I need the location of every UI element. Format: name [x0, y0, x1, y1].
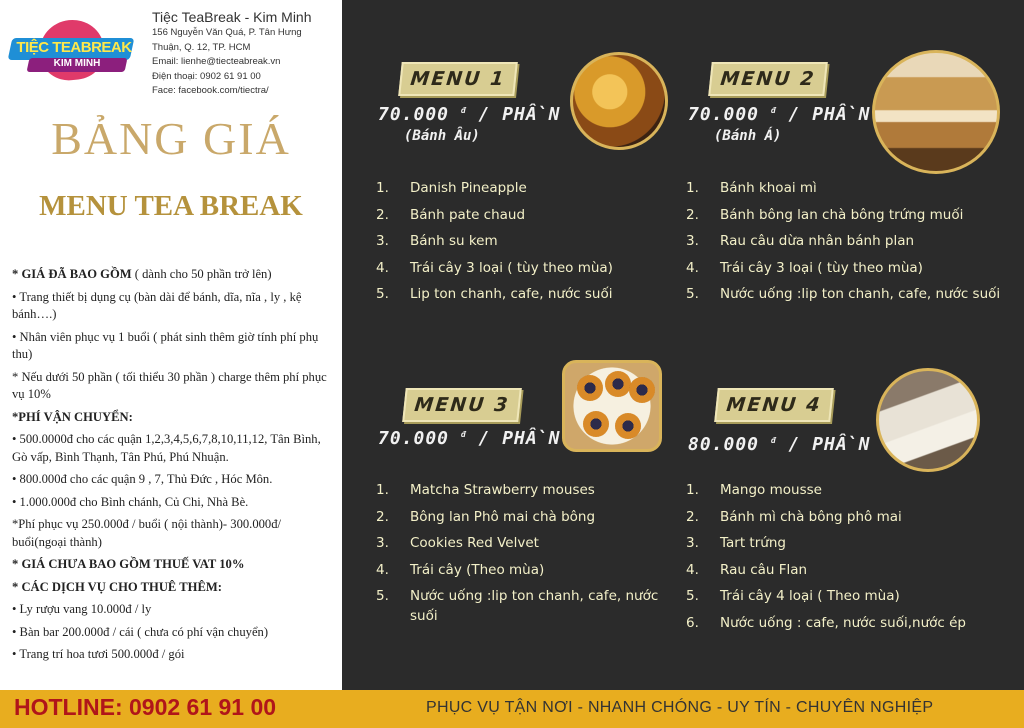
- pricing-note-line: [12, 494, 338, 512]
- menu-item-label: Mango mousse: [720, 482, 822, 498]
- menu-item-label: Trái cây 4 loại ( Theo mùa): [720, 588, 900, 604]
- menu-item-number: 5.: [686, 286, 699, 302]
- menu-3-label: MENU 3: [413, 394, 511, 416]
- pricing-note-text: • Trang thiết bị dụng cụ (bàn dài để bánh, dĩa, nĩa , ly , kệ bánh….): [12, 289, 302, 321]
- pricing-note-line: [12, 329, 338, 364]
- menu-1-pastry-photo: [570, 52, 668, 150]
- pricing-note-text: • Nhân viên phục vụ 1 buổi ( phát sinh thêm giờ tính phí phụ thu): [12, 329, 319, 361]
- tart-5: [615, 413, 641, 439]
- footer-bar: [0, 690, 1024, 728]
- pricing-notes: [12, 266, 338, 669]
- menu-item-label: Nước uống : cafe, nước suối,nước ép: [720, 614, 966, 631]
- menu-2-badge: [708, 62, 828, 96]
- pricing-note-text: • 500.0000đ cho các quận 1,2,3,4,5,6,7,8,10,11,12, Tân Bình, Gò vấp, Bình Thạnh, Tân Phú, Phú Nhuận.: [12, 432, 321, 464]
- menu-4-label: MENU 4: [725, 394, 823, 416]
- pricing-note-line: [12, 431, 338, 466]
- menu-2-unit: / PHẦN: [788, 104, 871, 125]
- page-title: BẢNG GIÁ: [51, 113, 291, 164]
- menu-3-price: [378, 428, 560, 449]
- pricing-note-text: • 800.000đ cho các quận 9 , 7, Thủ Đức , Hóc Môn.: [12, 472, 273, 486]
- pricing-note-text: • 1.000.000đ cho Bình chánh, Củ Chi, Nhà Bè.: [12, 494, 249, 509]
- pricing-note-line: [12, 646, 338, 664]
- menu-item-label: Trái cây (Theo mùa): [410, 561, 545, 578]
- pricing-note-text: • Ly rượu vang 10.000đ / ly: [12, 602, 152, 616]
- menu-item-label: Bánh khoai mì: [720, 180, 817, 196]
- pricing-note-line: [12, 369, 338, 404]
- menu-item-text: Nước uống :lip ton chanh, cafe, nước suối: [410, 588, 659, 624]
- pricing-note-heading: *PHÍ VẬN CHUYỂN:: [12, 409, 133, 424]
- menu-item-label: Bánh pate chaud: [410, 206, 526, 223]
- menu-item-number: 5.: [376, 286, 389, 302]
- company-address-line2: Thuận, Q. 12, TP. HCM: [152, 41, 251, 53]
- menu-item-label: Nước uống :lip ton chanh, cafe, nước suối: [720, 286, 1001, 302]
- menu-3-unit: / PHẦN: [478, 428, 561, 449]
- pricing-note-line: [12, 516, 338, 551]
- menu-item-number: 5.: [686, 588, 699, 604]
- menu-item-number: 4.: [376, 259, 389, 276]
- menu-panel: [342, 0, 1024, 690]
- menu-item-number: 2.: [686, 206, 699, 223]
- menu-item-number: 5.: [376, 588, 389, 604]
- menu-item-label: Lip ton chanh, cafe, nước suối: [410, 286, 613, 302]
- company-email[interactable]: Email: lienhe@tiecteabreak.vn: [152, 56, 281, 68]
- company-info: [152, 8, 340, 99]
- menu-item-label: Trái cây 3 loại ( tùy theo mùa): [410, 259, 613, 276]
- menu-1-currency: đ: [460, 106, 467, 115]
- menu-2-cake-photo: [872, 50, 1000, 174]
- menu-4-price-value: 80.000: [688, 434, 760, 455]
- menu-4-price: [688, 434, 870, 455]
- menu-1-price-value: 70.000: [378, 104, 450, 125]
- pricing-note-text: • Bàn bar 200.000đ / cái ( chưa có phí vận chuyển): [12, 624, 269, 639]
- logo-text-line1: TIỆC TEABREAK: [16, 39, 132, 56]
- menu-item-label: Trái cây 3 loại ( tùy theo mùa): [720, 259, 923, 276]
- menu-item-number: 1.: [686, 180, 699, 196]
- pricing-note-heading: * GIÁ CHƯA BAO GỒM THUẾ VAT 10%: [12, 557, 245, 571]
- menu-3-currency: đ: [460, 430, 467, 439]
- hotline[interactable]: HOTLINE: 0902 61 91 00: [14, 694, 277, 720]
- tart-4: [583, 411, 609, 437]
- menu-item-label: Rau câu dừa nhân bánh plan: [720, 233, 915, 249]
- menu-item-number: 1.: [686, 482, 699, 498]
- menu-item-number: 2.: [686, 508, 699, 525]
- pricing-note-text: ( dành cho 50 phần trở lên): [131, 267, 272, 281]
- menu-item-number: 2.: [376, 508, 389, 525]
- menu-item-label: Bánh mì chà bông phô mai: [720, 508, 902, 525]
- menu-4-cake-photo: [876, 368, 980, 472]
- menu-item-label: Tart trứng: [720, 535, 786, 551]
- pricing-note-text: *Phí phục vụ 250.000đ / buổi ( nội thành)- 300.000đ/ buổi(ngoại thành): [12, 517, 282, 549]
- pricing-note-text: • Trang trí hoa tươi 500.000đ / gói: [12, 647, 185, 661]
- pricing-note-line: [12, 471, 338, 489]
- company-phone[interactable]: Điện thoại: 0902 61 91 00: [152, 70, 261, 82]
- page-subtitle: MENU TEA BREAK: [39, 190, 303, 222]
- pricing-note-line: [12, 409, 338, 427]
- menu-item-label: Matcha Strawberry mouses: [410, 482, 595, 498]
- menu-1-type: (Bánh Âu): [404, 128, 480, 144]
- menu-item-number: 3.: [376, 233, 389, 249]
- tart-3: [629, 377, 655, 403]
- menu-2-type: (Bánh Á): [714, 128, 782, 144]
- pricing-note-heading: * CÁC DỊCH VỤ CHO THUÊ THÊM:: [12, 579, 222, 594]
- menu-3-price-value: 70.000: [378, 428, 450, 449]
- menu-4-unit: / PHẦN: [788, 434, 871, 455]
- menu-item-label: Danish Pineapple: [410, 180, 527, 196]
- menu-2-currency: đ: [770, 106, 777, 115]
- brand-logo: [10, 18, 132, 82]
- menu-4-currency: đ: [770, 436, 777, 445]
- menu-item-label: [376, 586, 670, 626]
- tart-1: [577, 375, 603, 401]
- menu-item-label: Cookies Red Velvet: [410, 535, 539, 551]
- pricing-note-line: [12, 556, 338, 574]
- tart-2: [605, 371, 631, 397]
- pricing-note-line: [12, 289, 338, 324]
- menu-item-number: 3.: [686, 535, 699, 551]
- company-facebook[interactable]: Face: facebook.com/tiectra/: [152, 85, 269, 97]
- menu-4-badge: [714, 388, 834, 422]
- pricing-note-line: [12, 624, 338, 642]
- menu-item-number: 3.: [376, 535, 389, 551]
- pricing-note-line: [12, 601, 338, 619]
- menu-2-price-value: 70.000: [688, 104, 760, 125]
- company-address-line1: 156 Nguyễn Văn Quá, P. Tân Hưng: [152, 27, 302, 38]
- menu-item-number: 4.: [686, 561, 699, 578]
- menu-item-number: 6.: [686, 614, 699, 631]
- menu-item-label: Bánh su kem: [410, 233, 498, 249]
- menu-1-price: [378, 104, 560, 125]
- pricing-note-text: * Nếu dưới 50 phần ( tối thiểu 30 phần ) charge thêm phí phục vụ 10%: [12, 369, 327, 401]
- menu-3-tart-photo: [562, 360, 662, 452]
- left-panel: [0, 0, 342, 690]
- menu-item-label: Bánh bông lan chà bông trứng muối: [720, 206, 964, 223]
- menu-item-label: Rau câu Flan: [720, 561, 808, 578]
- pricing-note-heading: * GIÁ ĐÃ BAO GỒM: [12, 267, 132, 281]
- company-name: Tiệc TeaBreak - Kim Minh: [152, 9, 312, 25]
- menu-2-label: MENU 2: [719, 68, 817, 90]
- slogan: PHỤC VỤ TẬN NƠI - NHANH CHÓNG - UY TÍN - CHUYÊN NGHIỆP: [426, 699, 934, 716]
- menu-1-unit: / PHẦN: [478, 104, 561, 125]
- menu-item-number: 4.: [376, 561, 389, 578]
- pricing-note-line: [12, 266, 338, 284]
- menu-item-number: 1.: [376, 180, 389, 196]
- logo-text-line2: KIM MINH: [53, 58, 101, 69]
- menu-item-number: 2.: [376, 206, 389, 223]
- menu-item-number: 4.: [686, 259, 699, 276]
- menu-1-label: MENU 1: [409, 68, 507, 90]
- menu-2-price: [688, 104, 870, 125]
- menu-item-number: 3.: [686, 233, 699, 249]
- pricing-note-line: [12, 579, 338, 597]
- menu-item-label: Bông lan Phô mai chà bông: [410, 508, 596, 525]
- menu-1-badge: [398, 62, 518, 96]
- menu-item-number: 1.: [376, 482, 389, 498]
- menu-3-badge: [402, 388, 522, 422]
